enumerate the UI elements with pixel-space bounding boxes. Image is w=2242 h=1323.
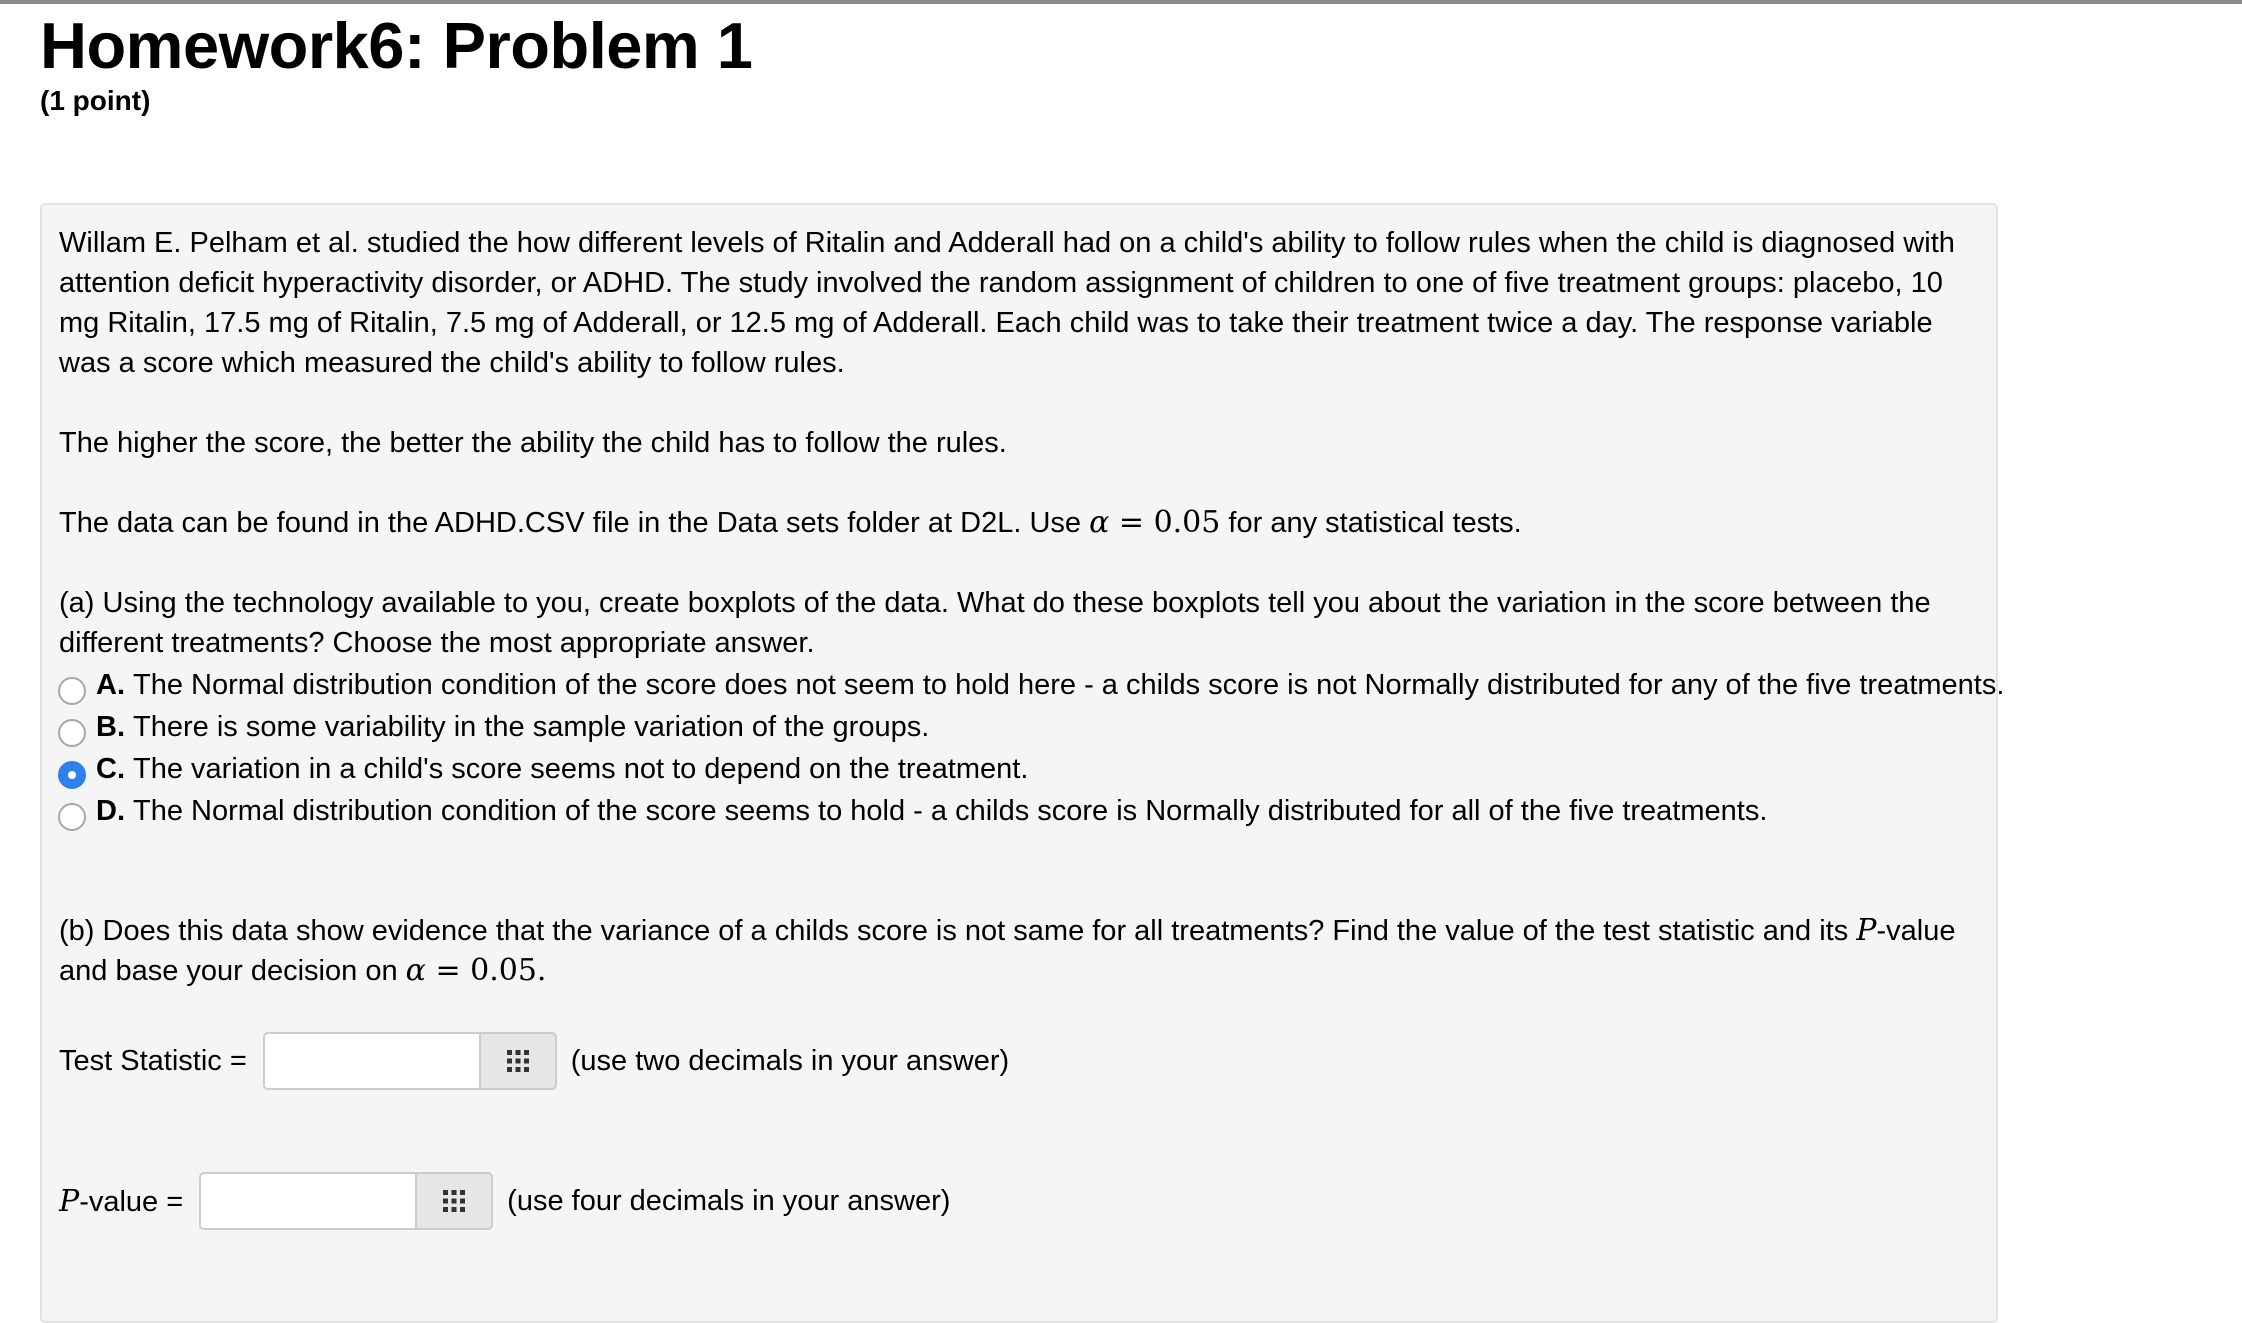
grid-icon bbox=[442, 1189, 466, 1213]
alpha-value: 0.05 bbox=[1153, 505, 1221, 540]
alpha-symbol: α bbox=[405, 953, 426, 988]
choice-text: The Normal distribution condition of the score seems to hold - a childs score is Normally distributed for all of the five treatments. bbox=[133, 794, 1768, 827]
test-statistic-hint: (use two decimals in your answer) bbox=[570, 1044, 1010, 1077]
alpha-value: 0.05 bbox=[470, 953, 537, 988]
choice-letter: D. bbox=[96, 794, 125, 827]
choice-c[interactable] bbox=[58, 748, 1028, 790]
period: . bbox=[536, 953, 547, 988]
choice-text: The variation in a child's score seems not to depend on the treatment. bbox=[133, 752, 1029, 785]
data-source-text-end: for any statistical tests. bbox=[1220, 507, 1522, 539]
test-statistic-input[interactable] bbox=[263, 1032, 479, 1090]
choice-letter: A. bbox=[96, 668, 125, 701]
choice-b[interactable] bbox=[58, 706, 929, 748]
p-symbol: P bbox=[1856, 913, 1877, 948]
choice-d[interactable] bbox=[58, 790, 1767, 832]
problem-score-note: The higher the score, the better the ability the child has to follow the rules. bbox=[59, 427, 1007, 459]
choice-a[interactable] bbox=[58, 664, 2004, 706]
problem-intro: Willam E. Pelham et al. studied the how different levels of Ritalin and Adderall had on a child's ability to follow rules when the child is diagnosed with attention deficit hyperactivity disorder, or ADHD. The study involved the random assignment of children to one of five treatment groups: placebo, 10 mg Ritalin, 17.5 mg of Ritalin, 7.5 mg of Adderall, or 12.5 mg of Adderall. Each child was to take their treatment twice a day. The response variable was a score which measured the child's ability to follow rules. bbox=[59, 227, 1955, 379]
test-statistic-row bbox=[59, 1031, 1009, 1091]
p-value-label-text: -value = bbox=[79, 1185, 184, 1218]
top-divider bbox=[0, 0, 2242, 4]
part-a-question: (a) Using the technology available to you, create boxplots of the data. What do these boxplots tell you about the variation in the score between the different treatments? Choose the most appropriate answer. bbox=[59, 587, 1931, 659]
data-source-text: The data can be found in the ADHD.CSV file in the Data sets folder at D2L. Use bbox=[59, 507, 1090, 539]
p-value-input[interactable] bbox=[199, 1172, 415, 1230]
page-title: Homework6: Problem 1 bbox=[40, 9, 753, 82]
radio-choice-c[interactable] bbox=[58, 761, 86, 789]
p-value-row bbox=[59, 1171, 950, 1231]
p-value-hint: (use four decimals in your answer) bbox=[507, 1184, 951, 1217]
radio-choice-d[interactable] bbox=[58, 803, 86, 831]
radio-choice-b[interactable] bbox=[58, 719, 86, 747]
choice-letter: C. bbox=[96, 752, 125, 785]
equals-sign: = bbox=[1109, 505, 1154, 540]
part-b-text-mid: -value and base your decision on bbox=[59, 915, 1956, 987]
problem-points: (1 point) bbox=[40, 85, 151, 116]
equals-sign: = bbox=[425, 953, 471, 988]
choice-text: There is some variability in the sample variation of the groups. bbox=[133, 710, 930, 743]
problem-data-source bbox=[59, 503, 1989, 543]
equation-editor-button[interactable] bbox=[415, 1172, 493, 1230]
alpha-symbol: α bbox=[1089, 505, 1110, 540]
p-symbol: P bbox=[59, 1183, 80, 1219]
choice-text: The Normal distribution condition of the score does not seem to hold here - a childs score is not Normally distributed for any of the five treatments. bbox=[133, 668, 2005, 701]
part-b-text: (b) Does this data show evidence that the variance of a childs score is not same for all treatments? Find the value of the test statistic and its bbox=[59, 915, 1857, 947]
choice-letter: B. bbox=[96, 710, 125, 743]
grid-icon bbox=[506, 1049, 530, 1073]
p-value-label bbox=[59, 1184, 183, 1219]
part-b-question bbox=[59, 911, 1989, 991]
equation-editor-button[interactable] bbox=[479, 1032, 557, 1090]
radio-choice-a[interactable] bbox=[58, 677, 86, 705]
test-statistic-label: Test Statistic = bbox=[59, 1044, 247, 1077]
